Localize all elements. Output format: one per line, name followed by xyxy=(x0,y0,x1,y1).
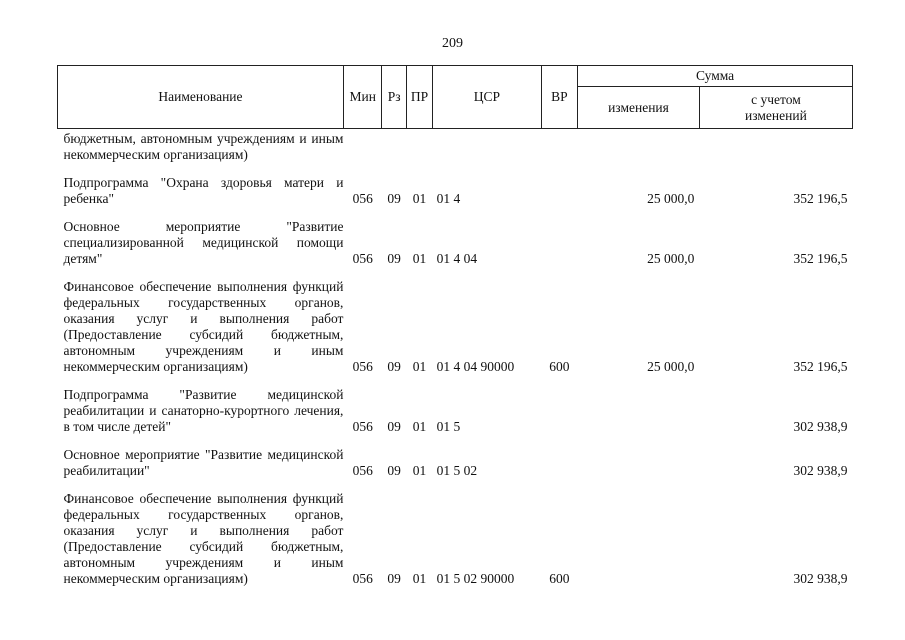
header-total: с учетом изменений xyxy=(699,87,852,129)
row-csr: 01 4 04 90000 xyxy=(436,359,515,374)
table-row xyxy=(58,267,853,375)
table-row xyxy=(58,129,853,164)
row-csr: 01 5 02 xyxy=(436,463,478,478)
row-total: 352 196,5 xyxy=(793,191,848,206)
row-vr: 600 xyxy=(549,359,570,374)
row-min: 056 xyxy=(352,463,373,478)
table-header xyxy=(58,66,853,129)
header-change: изменения xyxy=(578,87,700,129)
row-change: 25 000,0 xyxy=(647,251,695,266)
row-pr: 01 xyxy=(412,571,427,586)
row-rz xyxy=(382,129,406,164)
header-csr: ЦСР xyxy=(433,66,541,129)
row-min: 056 xyxy=(352,571,373,586)
row-csr: 01 5 02 90000 xyxy=(436,571,515,586)
row-csr: 01 4 04 xyxy=(436,251,478,266)
row-name: Основное мероприятие "Развитие специализированной медицинской помощи детям" xyxy=(63,219,344,266)
row-rz: 09 xyxy=(387,251,401,266)
table-row xyxy=(58,375,853,435)
row-csr: 01 5 xyxy=(436,419,461,434)
row-csr xyxy=(433,129,541,164)
row-rz: 09 xyxy=(387,191,401,206)
row-pr: 01 xyxy=(412,359,427,374)
header-vr: ВР xyxy=(541,66,578,129)
row-min: 056 xyxy=(352,191,373,206)
row-change xyxy=(578,129,700,164)
row-change: 25 000,0 xyxy=(647,191,695,206)
row-csr: 01 4 xyxy=(436,191,461,206)
budget-table xyxy=(57,65,853,587)
row-min: 056 xyxy=(352,419,373,434)
row-min xyxy=(343,129,382,164)
row-name: бюджетным, автономным учреждениям и иным некоммерческим организациям) xyxy=(63,131,344,162)
row-min: 056 xyxy=(352,359,373,374)
table-row xyxy=(58,435,853,479)
table-row xyxy=(58,207,853,267)
row-name: Финансовое обеспечение выполнения функций федеральных государственных органов, оказания услуг и выполнения работ (Предоставление субсидий бюджетным, автономным учреждениям и иным некоммерческим организациям) xyxy=(63,491,344,586)
row-pr: 01 xyxy=(412,463,427,478)
row-change xyxy=(578,479,700,587)
row-vr xyxy=(541,375,578,435)
row-name: Подпрограмма "Охрана здоровья матери и ребенка" xyxy=(63,175,344,206)
row-name: Основное мероприятие "Развитие медицинской реабилитации" xyxy=(63,447,344,478)
row-total: 302 938,9 xyxy=(793,571,848,586)
row-pr xyxy=(406,129,432,164)
row-pr: 01 xyxy=(412,251,427,266)
row-rz: 09 xyxy=(387,463,401,478)
row-name: Финансовое обеспечение выполнения функций федеральных государственных органов, оказания услуг и выполнения работ (Предоставление субсидий бюджетным, автономным учреждениям и иным некоммерческим организациям) xyxy=(63,279,344,374)
row-change: 25 000,0 xyxy=(647,359,695,374)
row-total: 302 938,9 xyxy=(793,463,848,478)
header-rz: Рз xyxy=(382,66,406,129)
row-vr: 600 xyxy=(549,571,570,586)
row-total: 352 196,5 xyxy=(793,251,848,266)
row-min: 056 xyxy=(352,251,373,266)
row-total xyxy=(699,129,852,164)
row-vr xyxy=(541,163,578,207)
row-total: 302 938,9 xyxy=(793,419,848,434)
row-total: 352 196,5 xyxy=(793,359,848,374)
row-pr: 01 xyxy=(412,191,427,206)
header-name: Наименование xyxy=(58,66,344,129)
table-body xyxy=(58,129,853,588)
header-sum: Сумма xyxy=(578,66,853,87)
header-pr: ПР xyxy=(406,66,432,129)
row-change xyxy=(578,375,700,435)
row-vr xyxy=(541,129,578,164)
row-pr: 01 xyxy=(412,419,427,434)
header-min: Мин xyxy=(343,66,382,129)
row-vr xyxy=(541,207,578,267)
row-change xyxy=(578,435,700,479)
row-rz: 09 xyxy=(387,419,401,434)
row-vr xyxy=(541,435,578,479)
table-row xyxy=(58,479,853,587)
table-row xyxy=(58,163,853,207)
row-rz: 09 xyxy=(387,571,401,586)
row-rz: 09 xyxy=(387,359,401,374)
page-number: 209 xyxy=(442,36,463,51)
row-name: Подпрограмма "Развитие медицинской реабилитации и санаторно-курортного лечения, в том числе детей" xyxy=(63,387,344,434)
